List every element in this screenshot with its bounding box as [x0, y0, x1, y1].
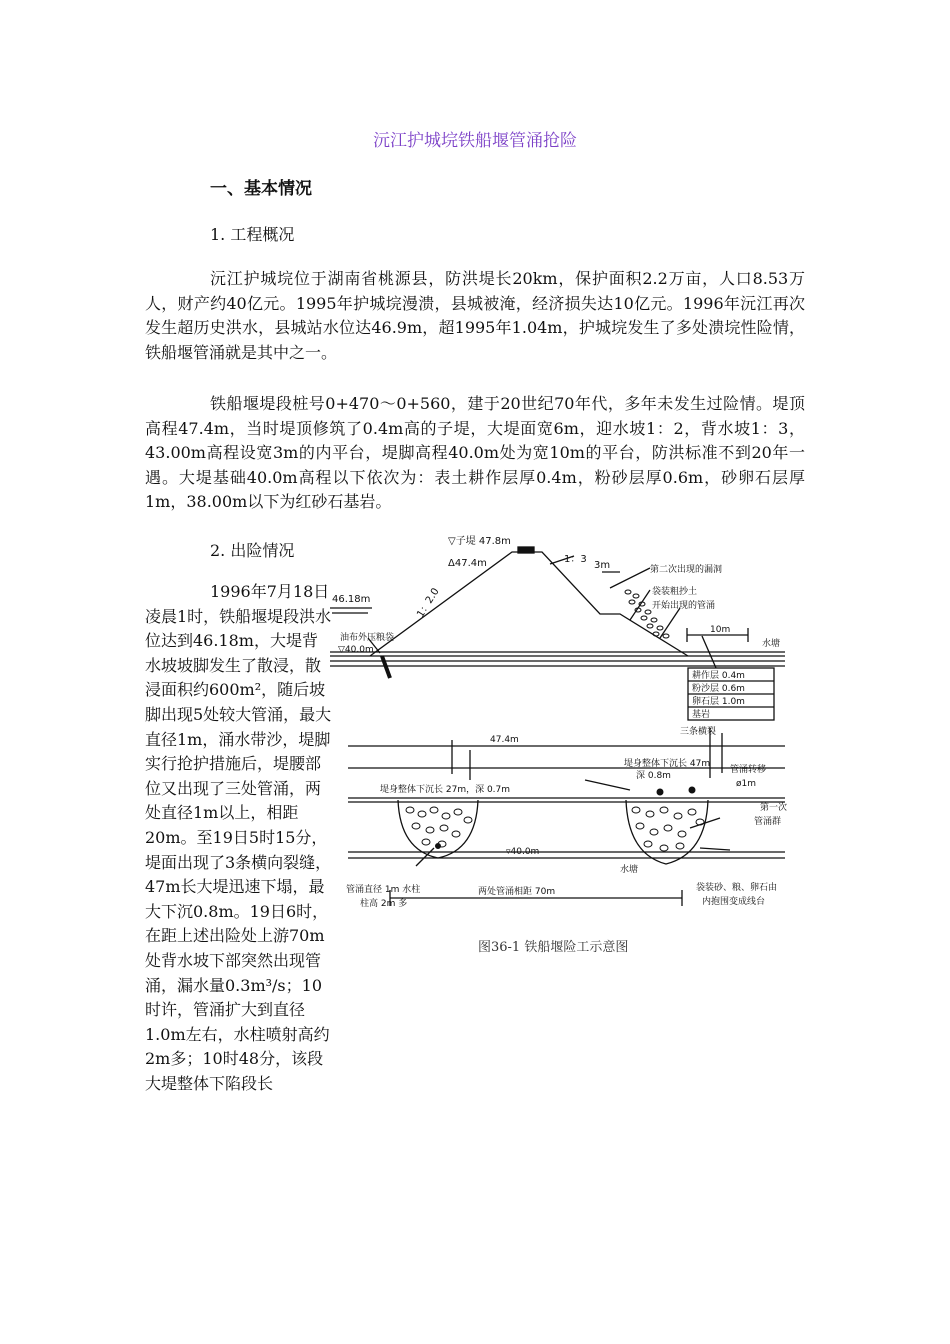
page-title: 沅江护城垸铁船堰管涌抢险 — [373, 131, 577, 151]
label-slope-back: 1：3 — [564, 554, 587, 565]
label-depth-right: 深 0.8m — [636, 771, 671, 781]
label-piping-move: 管涌转移 — [730, 765, 767, 775]
dike-diagram — [330, 528, 800, 928]
label-toe-width: 10m — [710, 625, 731, 635]
label-subdike: ▽子堤 47.8m — [448, 536, 511, 547]
paragraph-danger: 1996年7月18日凌晨1时，铁船堰堤段洪水位达到46.18m，大堤背水坡坡脚发生了散浸，散浸面积约600m²，随后坡脚出现5处较大管涌，最大直径1m，涌水带沙，堤脚实行抢护措施后，堤腰部位又出现了三处管涌，两处直径1m以上，相距20m。至19日5时15分，堤面出现了3条横向裂缝，47m长大堤迅速下塌，最大下沉0.8m。19日6时，在距上述出险处上游70m处背水坡下部突然出现管涌，漏水量0.3m³/s；10时许，管涌扩大到直径1.0m左右，水柱喷射高约2m多；10时48分，该段大堤整体下陷段长 — [145, 582, 332, 1093]
label-slope-front: 1：2.0 — [415, 586, 442, 620]
piping-circles — [406, 787, 704, 851]
label-bag-platform2: 内抱围变成线台 — [702, 897, 766, 907]
label-plan-crest: 47.4m — [490, 735, 519, 745]
label-sink-left: 堤身整体下沉长 27m，深 0.7m — [380, 785, 511, 795]
subheading-danger: 2. 出险情况 — [210, 541, 295, 560]
label-second-leak: 第二次出现的漏洞 — [650, 565, 723, 575]
label-sandbags: 袋装粗抄土 — [652, 587, 698, 597]
label-layer4: 基岩 — [692, 710, 711, 720]
label-water-level: 46.18m — [332, 594, 371, 605]
label-sink-right: 堤身整体下沉长 47m — [624, 759, 711, 769]
label-first-group: 第一次 — [760, 803, 788, 813]
subheading-overview: 1. 工程概况 — [210, 225, 295, 244]
label-piping-dia: ø1m — [736, 779, 756, 789]
label-layer2: 粉沙层 0.6m — [692, 684, 745, 694]
label-platform: 3m — [594, 560, 611, 571]
label-layer3: 卵石层 1.0m — [692, 697, 745, 707]
label-pond: 水塘 — [762, 639, 781, 649]
figure-caption: 图36-1 铁船堰险工示意图 — [478, 940, 629, 955]
paragraph-overview: 沅江护城垸位于湖南省桃源县，防洪堤长20km，保护面积2.2万亩，人口8.53万人，财产约40亿元。1995年护城垸漫溃，县城被淹，经济损失达10亿元。1996年沅江再次发生超历史洪水，县城站水位达46.9m，超1995年1.04m，护城垸发生了多处溃垸性险情，铁船堰管涌就是其中之一。 — [145, 269, 805, 362]
label-first-group2: 管涌群 — [754, 817, 782, 827]
label-crest: Δ47.4m — [448, 558, 487, 569]
label-distance: 两处管涌相距 70m — [478, 887, 556, 897]
paragraph-dike-info: 铁船堰堤段桩号0+470～0+560，建于20世纪70年代，多年未发生过险情。堤顶高程47.4m，当时堤顶修筑了0.4m高的子堤，大堤面宽6m，迎水坡1：2，背水坡1：3，43.00m高程设宽3m的内平台，堤脚高程40.0m处为宽10m的平台，防洪标准不到20年一遇。大堤基础40.0m高程以下依次为：表土耕作层厚0.4m，粉砂层厚0.6m，砂卵石层厚1m，38.00m以下为红砂石基岩。 — [145, 394, 805, 511]
label-plan-base: ▿40.0m — [506, 847, 540, 857]
label-piping-col1: 管涌直径 1m 水柱 — [346, 885, 421, 895]
section-heading-basic: 一、基本情况 — [210, 179, 312, 199]
label-layer1: 耕作层 0.4m — [692, 671, 745, 681]
label-oilcloth: 油布外压粮袋 — [340, 633, 395, 643]
label-base-level: ▽40.0m — [338, 645, 374, 655]
label-piping-col2: 柱高 2m 多 — [360, 899, 408, 909]
plan-view — [348, 728, 788, 906]
label-bag-platform1: 袋装砂、粮、卵石由 — [696, 883, 778, 893]
label-first-piping: 开始出现的管涌 — [652, 601, 716, 611]
label-three-cracks: 三条横裂 — [680, 727, 717, 737]
label-plan-pond: 水塘 — [620, 865, 639, 875]
